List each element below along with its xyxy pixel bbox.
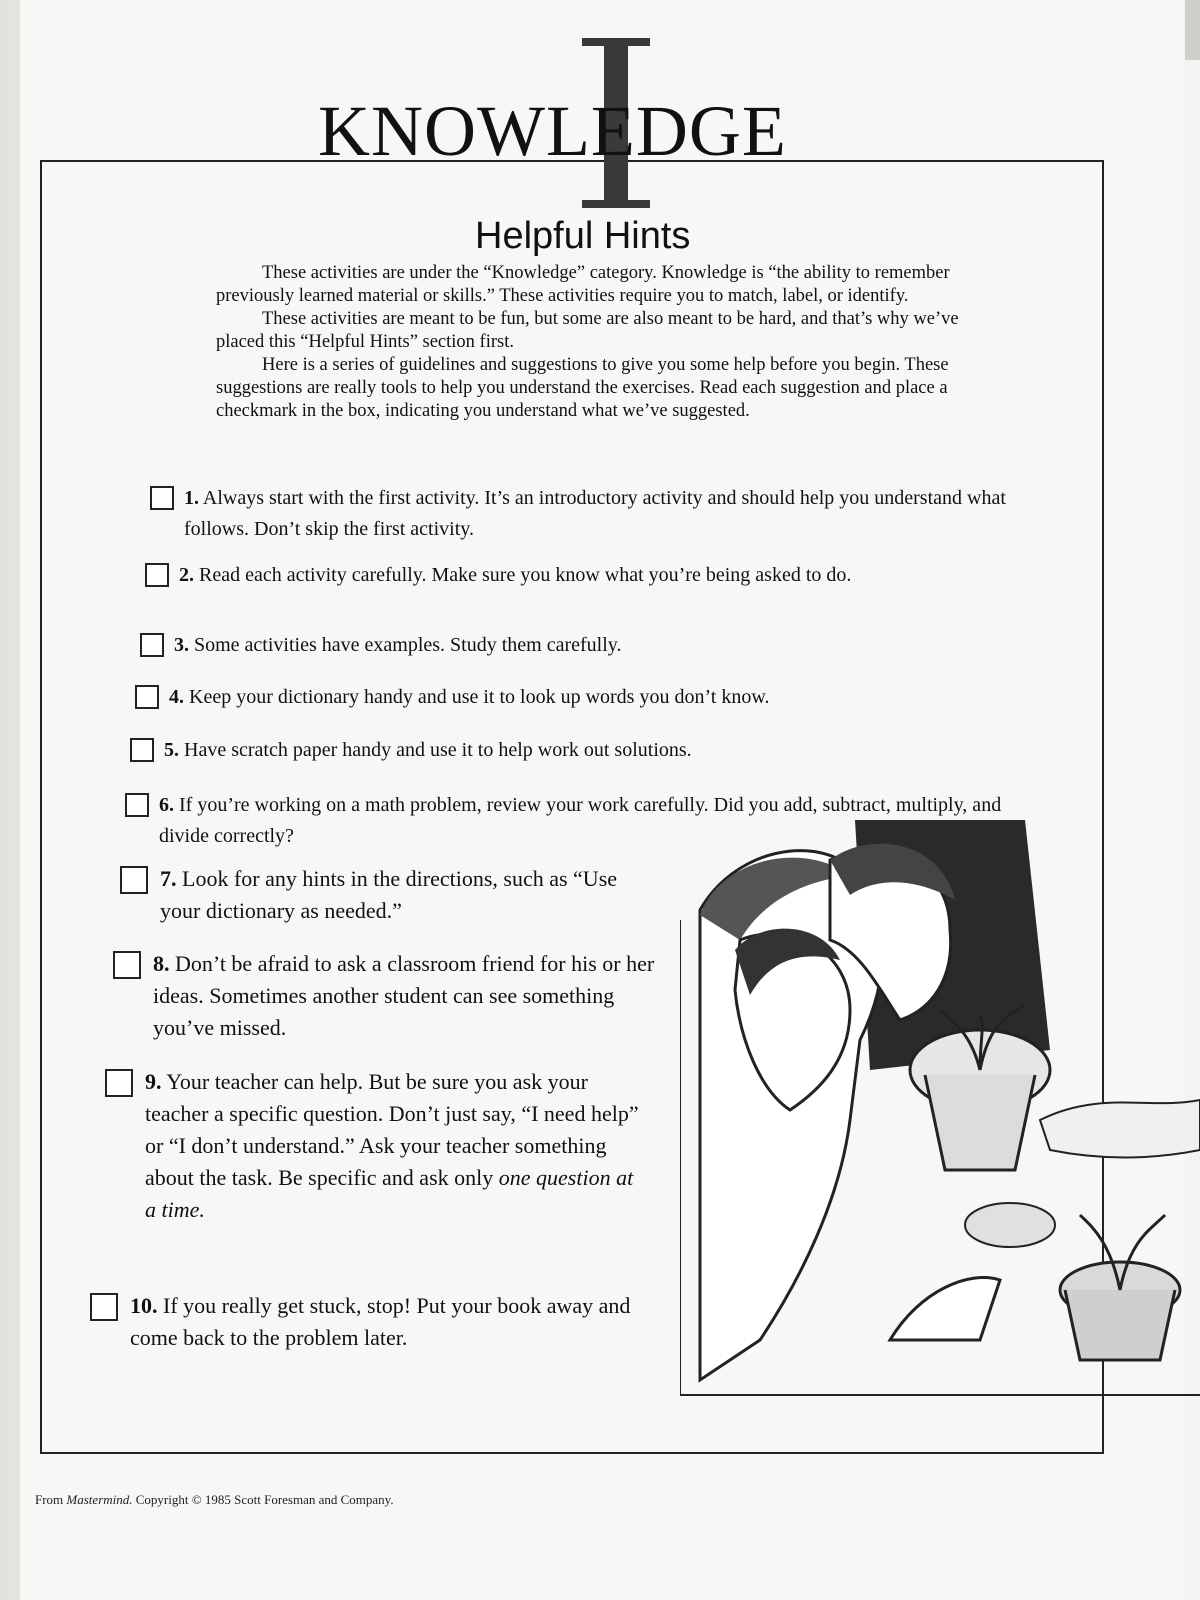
students-with-plant-illustration-icon bbox=[680, 820, 1200, 1420]
checkbox[interactable] bbox=[135, 685, 159, 709]
hint-text: Don’t be afraid to ask a classroom friend for his or her ideas. Sometimes another student can see something you’ve missed. bbox=[153, 951, 655, 1040]
hint-item bbox=[150, 483, 1050, 545]
hint-number: 3. bbox=[174, 634, 189, 656]
hint-text: Read each activity carefully. Make sure you know what you’re being asked to do. bbox=[199, 564, 852, 586]
checkbox[interactable] bbox=[150, 486, 174, 510]
hint-number: 1. bbox=[184, 487, 199, 509]
hint-item bbox=[135, 682, 985, 713]
intro-paragraph: Here is a series of guidelines and suggestions to give you some help before you begin. These suggestions are really tools to help you understand the exercises. Read each suggestion and place a checkmark in the box, indicating you understand what we’ve suggested. bbox=[216, 355, 949, 421]
hint-text: Always start with the first activity. It’s an introductory activity and should help you understand what follows. Don’t skip the first activity. bbox=[184, 487, 1006, 540]
footer-book-title: Mastermind. bbox=[66, 1492, 133, 1507]
hint-item bbox=[105, 1066, 645, 1226]
hint-number: 7. bbox=[160, 866, 177, 891]
checkbox[interactable] bbox=[145, 563, 169, 587]
hint-text: Some activities have examples. Study them carefully. bbox=[194, 634, 622, 656]
hint-item bbox=[140, 630, 940, 661]
intro-paragraph: These activities are under the “Knowledge” category. Knowledge is “the ability to remember previously learned material or skills.” These activities require you to match, label, or identify. bbox=[216, 263, 950, 306]
page-title: KNOWLEDGE bbox=[318, 91, 787, 171]
hint-text: Look for any hints in the directions, such as “Use your dictionary as needed.” bbox=[160, 866, 618, 923]
checkbox[interactable] bbox=[140, 633, 164, 657]
hint-text: If you’re working on a math problem, review your work carefully. Did you add, subtract, multiply, and divide correctly? bbox=[159, 794, 1002, 847]
book-page bbox=[20, 0, 1185, 1600]
hint-number: 5. bbox=[164, 739, 179, 761]
hint-item bbox=[145, 560, 945, 591]
checkbox[interactable] bbox=[90, 1293, 118, 1321]
section-subtitle: Helpful Hints bbox=[475, 215, 691, 257]
hint-item bbox=[90, 1290, 635, 1354]
checkbox[interactable] bbox=[113, 951, 141, 979]
intro-text bbox=[216, 262, 1006, 423]
footer-prefix: From bbox=[35, 1492, 64, 1507]
checkbox[interactable] bbox=[105, 1069, 133, 1097]
hint-text: If you really get stuck, stop! Put your book away and come back to the problem later. bbox=[130, 1293, 631, 1350]
hint-text: Your teacher can help. But be sure you ask your teacher a specific question. Don’t just say, “I need help” or “I don’t understand.” Ask your teacher something about the task. Be specific and ask only bbox=[145, 1069, 639, 1190]
hint-emphasis: one question at a time. bbox=[145, 1165, 634, 1222]
checkbox[interactable] bbox=[120, 866, 148, 894]
hint-text: Keep your dictionary handy and use it to look up words you don’t know. bbox=[189, 686, 770, 708]
hint-number: 10. bbox=[130, 1293, 158, 1318]
copyright-footer bbox=[35, 1492, 394, 1508]
hint-item bbox=[113, 948, 668, 1044]
hint-item bbox=[120, 863, 660, 927]
hint-number: 2. bbox=[179, 564, 194, 586]
intro-paragraph: These activities are meant to be fun, but some are also meant to be hard, and that’s why we’ve placed this “Helpful Hints” section first. bbox=[216, 309, 959, 352]
hint-number: 4. bbox=[169, 686, 184, 708]
checkbox[interactable] bbox=[130, 738, 154, 762]
checkbox[interactable] bbox=[125, 793, 149, 817]
hint-number: 8. bbox=[153, 951, 170, 976]
hint-number: 9. bbox=[145, 1069, 162, 1094]
footer-copyright: Copyright © 1985 Scott Foresman and Company. bbox=[135, 1492, 394, 1507]
hint-item bbox=[130, 735, 980, 766]
hint-number: 6. bbox=[159, 794, 174, 816]
hint-text: Have scratch paper handy and use it to help work out solutions. bbox=[184, 739, 692, 761]
